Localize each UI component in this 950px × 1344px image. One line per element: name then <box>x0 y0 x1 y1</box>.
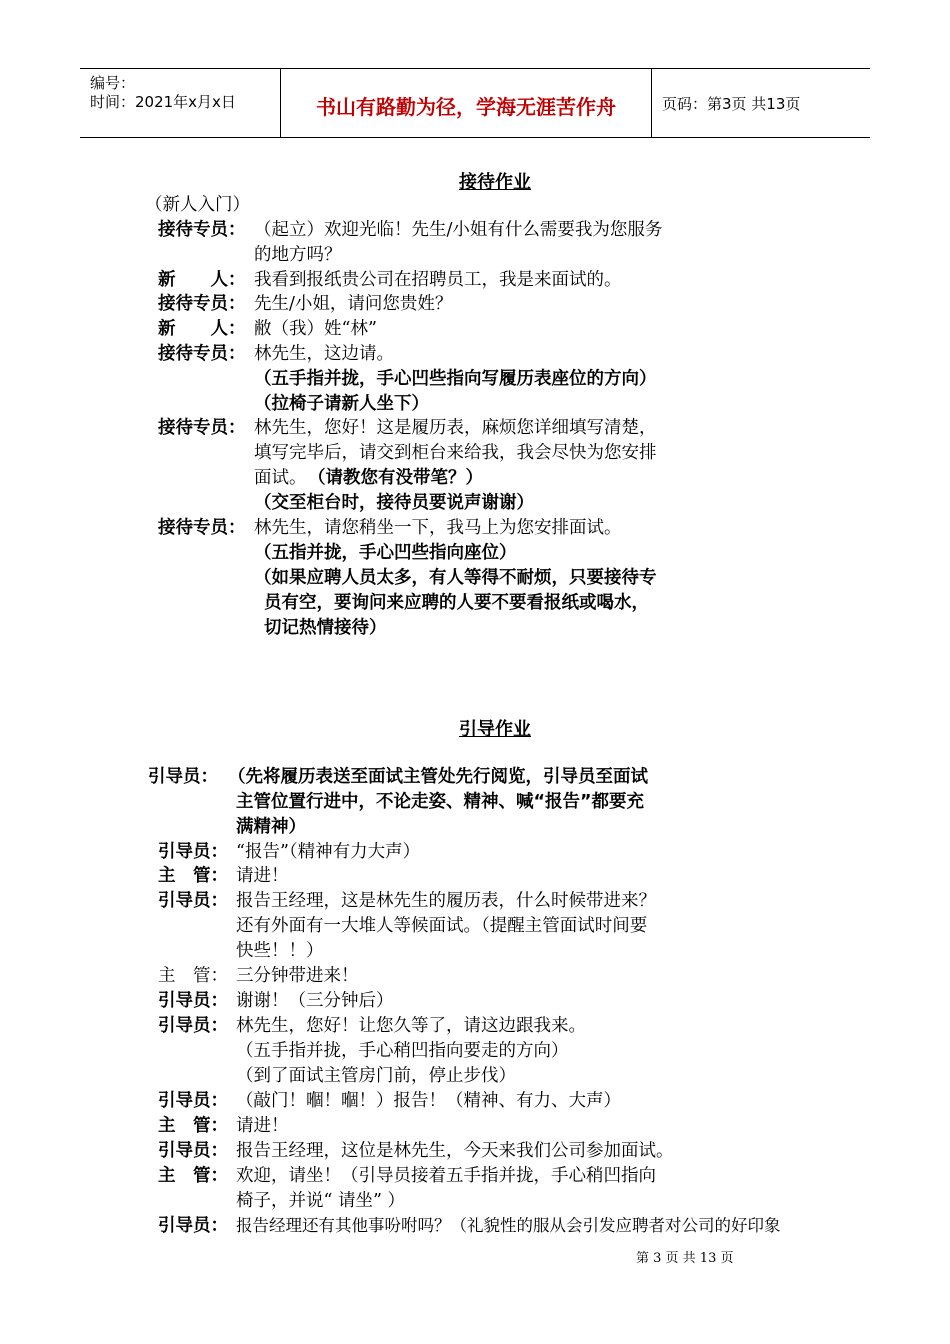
speaker-label: 接待专员： <box>158 518 246 538</box>
stage-direction: （五手指并拢，手心凹些指向写履历表座位的方向） <box>254 369 657 389</box>
dialogue-line: 林先生，这边请。 <box>254 344 394 364</box>
speaker-label: 接待专员： <box>158 294 246 314</box>
speaker-label: 主 管： <box>158 866 228 886</box>
dialogue-line: 林先生，您好！让您久等了，请这边跟我来。 <box>236 1016 586 1036</box>
speaker-label: 主 管： <box>158 1166 228 1186</box>
header-meta <box>80 69 281 137</box>
header-time: 时间：2021年x月x日 <box>90 93 236 111</box>
stage-direction: （交至柜台时，接待员要说声谢谢） <box>254 493 534 513</box>
stage-direction: （请教您有没带笔？） <box>308 468 483 488</box>
dialogue-line: （敲门！嗰！嗰！）报告！（精神、有力、大声） <box>236 1091 621 1111</box>
speaker-label: 引导员： <box>158 1016 228 1036</box>
header-page-cell <box>652 69 870 137</box>
dialogue-line: 欢迎，请坐！（引导员接着五手指并拢，手心稍凹指向 <box>236 1166 656 1186</box>
stage-direction: （到了面试主管房门前，停止步伐） <box>236 1066 516 1086</box>
stage-direction: 切记热情接待） <box>264 618 387 638</box>
speaker-label: 新 人： <box>158 270 246 290</box>
dialogue-line: 快些！！） <box>236 941 324 961</box>
dialogue-line: 三分钟带进来！ <box>236 966 359 986</box>
dialogue-line: 谢谢！（三分钟后） <box>236 991 394 1011</box>
stage-direction: 主管位置行进中，不论走姿、精神、喊“报告”都要充 <box>236 792 645 812</box>
speaker-label: 引导员： <box>148 767 218 787</box>
stage-direction: 员有空，要询问来应聘的人要不要看报纸或喝水， <box>264 593 649 613</box>
header-number: 编号： <box>90 74 136 92</box>
text-line: （新人入门） <box>145 195 250 215</box>
dialogue-line: 我看到报纸贵公司在招聘员工，我是来面试的。 <box>254 270 622 290</box>
speaker-label: 接待专员： <box>158 220 246 240</box>
dialogue-line: “报告”（精神有力大声） <box>236 842 421 862</box>
dialogue-line: 报告经理还有其他事吩咐吗？（礼貌性的服从会引发应聘者对公司的好印象 <box>236 1216 781 1235</box>
dialogue-line: 林先生，您好！这是履历表，麻烦您详细填写清楚， <box>254 418 657 438</box>
dialogue-line: 请进！ <box>236 866 289 886</box>
dialogue-line: 林先生，请您稍坐一下，我马上为您安排面试。 <box>254 518 622 538</box>
dialogue-line: 椅子，并说“ 请坐” ） <box>236 1191 406 1211</box>
dialogue-line: 请进！ <box>236 1116 289 1136</box>
dialogue-line: 敝（我）姓“林” <box>254 319 377 339</box>
stage-direction: 满精神） <box>236 817 306 837</box>
speaker-label: 接待专员： <box>158 344 246 364</box>
stage-direction: （先将履历表送至面试主管处先行阅览，引导员至面试 <box>228 767 648 787</box>
dialogue-line: 先生/小姐，请问您贵姓？ <box>254 294 453 314</box>
dialogue-line: 报告王经理，这位是林先生，今天来我们公司参加面试。 <box>236 1141 674 1161</box>
header-motto-cell <box>281 69 652 137</box>
dialogue-line: 还有外面有一大堆人等候面试。（提醒主管面试时间要 <box>236 916 648 936</box>
stage-direction: （五指并拢，手心凹些指向座位） <box>254 543 517 563</box>
dialogue-line: （起立）欢迎光临！先生/小姐有什么需要我为您服务 <box>254 220 663 240</box>
page-footer: 第 3 页 共 13 页 <box>636 1251 734 1266</box>
page-header <box>80 68 870 138</box>
dialogue-line: 面试。 <box>254 468 307 488</box>
speaker-label: 主 管： <box>158 966 228 986</box>
speaker-label: 引导员： <box>158 991 228 1011</box>
speaker-label: 引导员： <box>158 891 228 911</box>
dialogue-line: 的地方吗？ <box>254 245 342 265</box>
speaker-label: 引导员： <box>158 842 228 862</box>
dialogue-line: 报告王经理，这是林先生的履历表，什么时候带进来？ <box>236 891 656 911</box>
stage-direction: （拉椅子请新人坐下） <box>254 394 429 414</box>
section-title-guidance: 引导作业 <box>459 719 531 740</box>
speaker-label: 引导员： <box>158 1216 228 1236</box>
speaker-label: 引导员： <box>158 1091 228 1111</box>
speaker-label: 新 人： <box>158 319 246 339</box>
section-title-reception: 接待作业 <box>459 172 531 193</box>
speaker-label: 主 管： <box>158 1116 228 1136</box>
stage-direction: （如果应聘人员太多，有人等得不耐烦，只要接待专 <box>254 568 657 588</box>
header-page-info: 页码：第3页 共13页 <box>662 95 801 113</box>
stage-direction: （五手指并拢，手心稍凹指向要走的方向） <box>236 1041 569 1061</box>
speaker-label: 接待专员： <box>158 418 246 438</box>
dialogue-line: 填写完毕后，请交到柜台来给我，我会尽快为您安排 <box>254 443 657 463</box>
speaker-label: 引导员： <box>158 1141 228 1161</box>
header-motto: 书山有路勤为径，学海无涯苦作舟 <box>316 95 616 119</box>
